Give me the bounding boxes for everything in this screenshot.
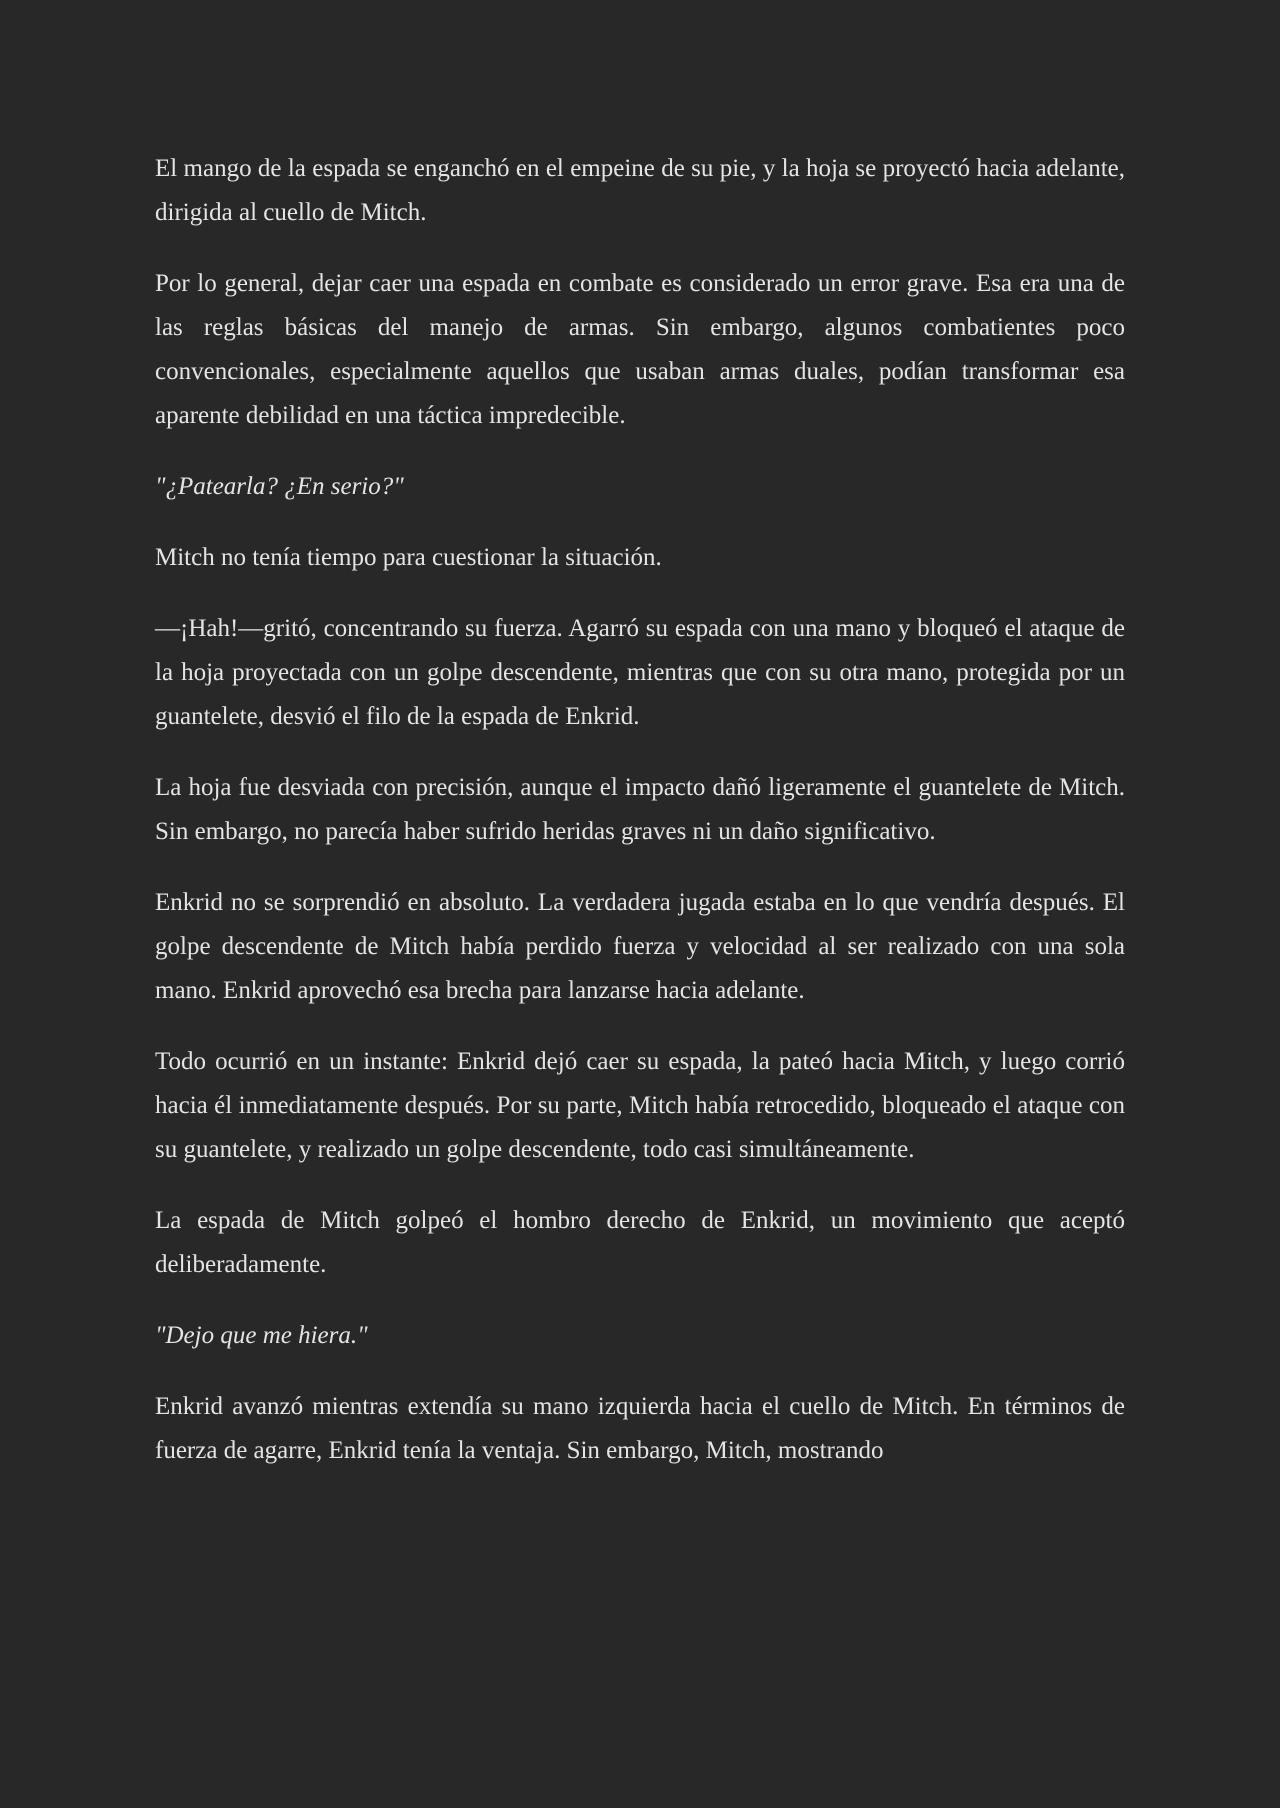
chapter-text (155, 147, 1125, 1473)
paragraph-9: Enkrid avanzó mientras extendía su mano izquierda hacia el cuello de Mitch. En términos de fuerza de agarre, Enkrid tenía la ventaja. Sin embargo, Mitch, mostrando (155, 1393, 1125, 1464)
paragraph-6: Enkrid no se sorprendió en absoluto. La verdadera jugada estaba en lo que vendría después. El golpe descendente de Mitch había perdido fuerza y velocidad al ser realizado con una sola mano. Enkrid aprovechó esa brecha para lanzarse hacia adelante. (155, 889, 1125, 1004)
paragraph-8: La espada de Mitch golpeó el hombro derecho de Enkrid, un movimiento que aceptó deliberadamente. (155, 1207, 1125, 1278)
paragraph-5: La hoja fue desviada con precisión, aunque el impacto dañó ligeramente el guantelete de Mitch. Sin embargo, no parecía haber sufrido heridas graves ni un daño significativo. (155, 774, 1125, 845)
paragraph-1: El mango de la espada se enganchó en el empeine de su pie, y la hoja se proyectó hacia adelante, dirigida al cuello de Mitch. (155, 155, 1125, 226)
paragraph-7: Todo ocurrió en un instante: Enkrid dejó caer su espada, la pateó hacia Mitch, y luego corrió hacia él inmediatamente después. Por su parte, Mitch había retrocedido, bloqueado el ataque con su guantelete, y realizado un golpe descendente, todo casi simultáneamente. (155, 1048, 1125, 1163)
paragraph-4: —¡Hah!—gritó, concentrando su fuerza. Agarró su espada con una mano y bloqueó el ataque de la hoja proyectada con un golpe descendente, mientras que con su otra mano, protegida por un guantelete, desvió el filo de la espada de Enkrid. (155, 615, 1125, 730)
thought-line-1: "¿Patearla? ¿En serio?" (155, 473, 404, 500)
thought-line-2: "Dejo que me hiera." (155, 1322, 368, 1349)
paragraph-3: Mitch no tenía tiempo para cuestionar la situación. (155, 544, 662, 571)
paragraph-2: Por lo general, dejar caer una espada en combate es considerado un error grave. Esa era una de las reglas básicas del manejo de armas. Sin embargo, algunos combatientes poco convencionales, especialmente aquellos que usaban armas duales, podían transformar esa aparente debilidad en una táctica impredecible. (155, 270, 1125, 429)
